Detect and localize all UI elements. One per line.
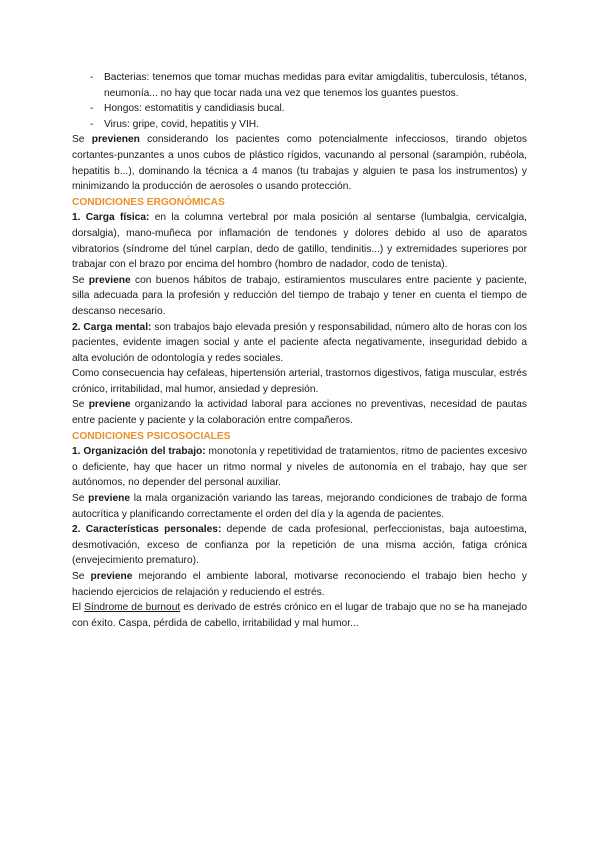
infection-prevention-paragraph bbox=[72, 132, 527, 194]
bullet-dash: - bbox=[90, 118, 94, 130]
caracteristicas-prevention-paragraph bbox=[72, 569, 527, 600]
bullet-dash: - bbox=[90, 103, 94, 115]
list-item bbox=[72, 101, 527, 117]
organizacion-prevention-paragraph bbox=[72, 491, 527, 522]
paragraph-text: Se bbox=[72, 274, 89, 286]
bold-keyword: previene bbox=[88, 399, 131, 411]
section-heading-ergonomicas: CONDICIONES ERGONÓMICAS bbox=[72, 196, 225, 208]
paragraph-text: es derivado de estrés crónico en el lugar de trabajo que no se ha manejado con éxito. Caspa, pérdida de cabello, irritabilidad y mal humor... bbox=[72, 602, 527, 629]
carga-mental-paragraph bbox=[72, 320, 527, 367]
carga-fisica-prevention-paragraph bbox=[72, 273, 527, 320]
bullet-text: Hongos: estomatitis y candidiasis bucal. bbox=[104, 103, 285, 115]
consecuencia-paragraph: Como consecuencia hay cefaleas, hipertensión arterial, trastornos digestivos, fatiga muscular, estrés crónico, irritabilidad, mal humor, ansiedad y depresión. bbox=[72, 368, 527, 395]
paragraph-text: son trabajos bajo elevada presión y responsabilidad, número alto de horas con los pacientes, evidente imagen social y ante el paciente afecta negativamente, inseguridad debido a alta evolución de odontología y redes sociales. bbox=[72, 321, 527, 364]
paragraph-text: en la columna vertebral por mala posición al sentarse (lumbalgia, cervicalgia, dorsalgia), mano-muñeca por inflamación de tendones y dolores debido al uso de aparatos vibratorios (síndrome del túnel carpían, dedo de gatillo, tendinitis...) y extremidades superiores por trabajar con el brazo por encima del hombro (hombro de nadador, codo de tenista). bbox=[72, 212, 527, 271]
document-page bbox=[72, 70, 527, 631]
bold-keyword: previene bbox=[90, 571, 133, 582]
underlined-term: Síndrome de burnout bbox=[84, 602, 181, 614]
bullet-text: Bacterias: tenemos que tomar muchas medidas para evitar amigdalitis, tuberculosis, tétanos, neumonía... no hay que tocar nada una vez que tenemos los guantes puestos. bbox=[104, 72, 527, 99]
paragraph-text: considerando los pacientes como potencialmente infecciosos, tirando objetos cortantes-punzantes a unos cubos de plástico rígidos, vacunando al personal (sarampión, rubéola, hepatitis b...), dominando la técnica a 4 manos (tu trabajas y alguien te pasa los instrumentos) y minimizando la producción de aerosoles o usando protección. bbox=[72, 134, 527, 193]
paragraph-text: Se bbox=[72, 399, 89, 411]
item-label: 1. Carga física: bbox=[72, 212, 150, 224]
carga-fisica-paragraph bbox=[72, 210, 527, 272]
burnout-paragraph bbox=[72, 600, 527, 631]
infection-bullet-list bbox=[72, 70, 527, 132]
bullet-dash: - bbox=[90, 72, 94, 83]
carga-mental-prevention-paragraph bbox=[72, 397, 527, 428]
paragraph-text: mejorando el ambiente laboral, motivarse reconociendo el trabajo bien hecho y haciendo ejercicios de relajación y reduciendo el estrés. bbox=[72, 571, 527, 598]
list-item bbox=[72, 70, 527, 101]
item-label: 1. Organización del trabajo: bbox=[72, 446, 206, 458]
bold-keyword: previenen bbox=[91, 134, 140, 146]
paragraph-text: depende de cada profesional, perfeccionistas, baja autoestima, desmotivación, exceso de confianza por la repetición de una misma acción, fatiga crónica (envejecimiento prematuro). bbox=[72, 524, 527, 567]
paragraph-text: la mala organización variando las tareas, mejorando condiciones de trabajo de forma autocrítica y planificando correctamente el orden del día y la agenda de pacientes. bbox=[72, 493, 527, 520]
bold-keyword: previene bbox=[88, 274, 131, 286]
paragraph-text: Se bbox=[72, 493, 89, 505]
paragraph-text: El bbox=[72, 602, 85, 614]
paragraph-text: Se bbox=[72, 134, 92, 146]
paragraph-text: Se bbox=[72, 571, 91, 582]
caracteristicas-paragraph bbox=[72, 522, 527, 569]
section-heading-psicosociales: CONDICIONES PSICOSOCIALES bbox=[72, 430, 231, 442]
item-label: 2. Características personales: bbox=[72, 524, 222, 536]
bold-keyword: previene bbox=[88, 493, 131, 505]
item-label: 2. Carga mental: bbox=[72, 321, 152, 333]
organizacion-paragraph bbox=[72, 444, 527, 491]
bullet-text: Virus: gripe, covid, hepatitis y VIH. bbox=[104, 118, 259, 130]
list-item bbox=[72, 117, 527, 133]
paragraph-text: monotonía y repetitividad de tratamientos, ritmo de pacientes excesivo o deficiente, hay que hacer un ritmo normal y niveles de autonomía en el trabajo, hay que ser autónomos, no depender del personal auxiliar. bbox=[72, 446, 527, 489]
paragraph-text: organizando la actividad laboral para acciones no preventivas, necesidad de pautas entre paciente y paciente y la colaboración entre compañeros. bbox=[72, 399, 527, 427]
paragraph-text: con buenos hábitos de trabajo, estiramientos musculares entre paciente y paciente, silla adecuada para la profesión y reducción del tiempo de trabajo y tener en cuenta el tiempo de descanso necesario. bbox=[72, 274, 527, 317]
